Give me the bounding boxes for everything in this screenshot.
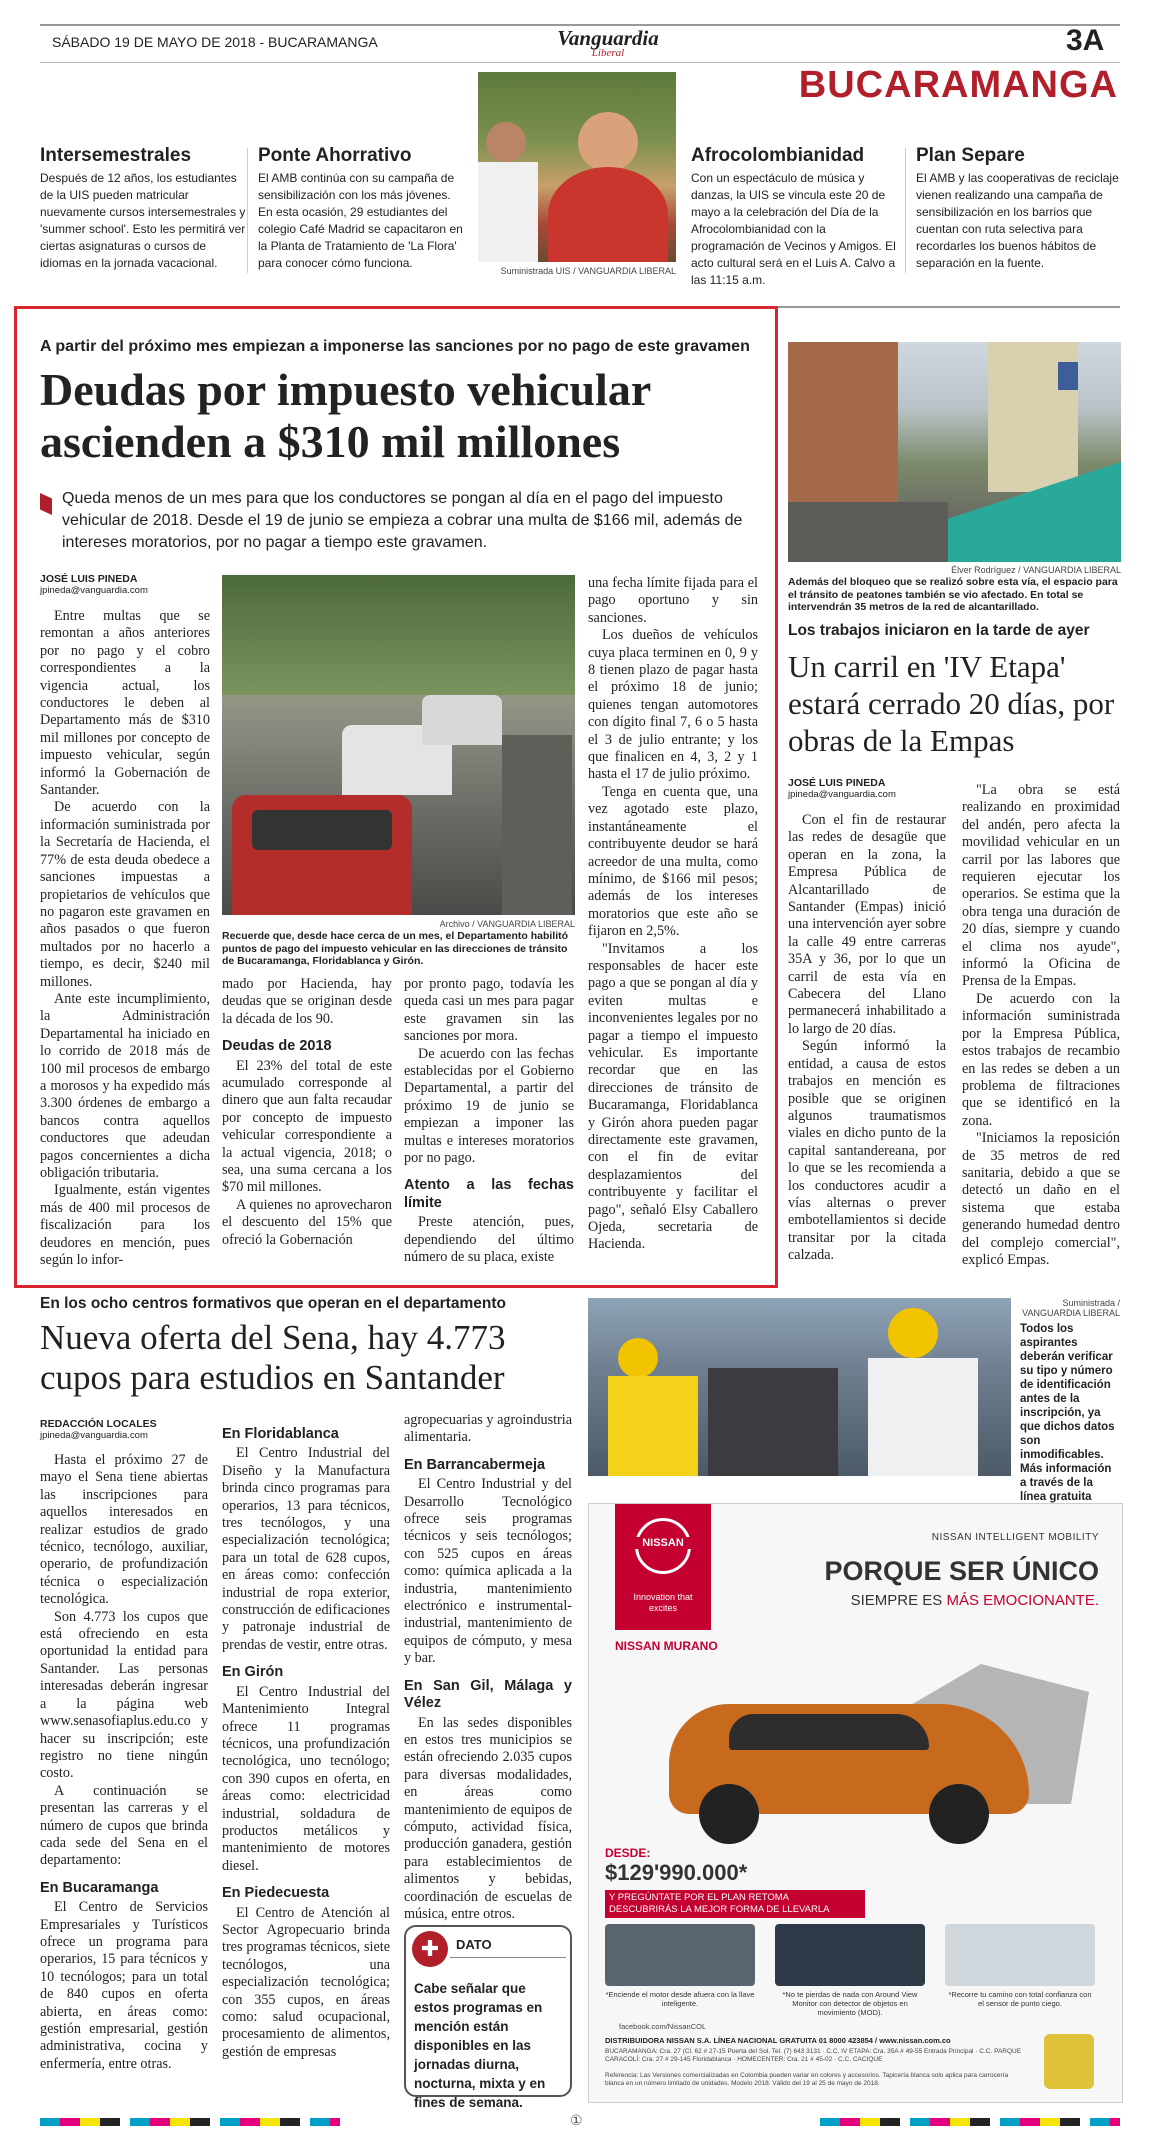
byline-name: JOSÉ LUIS PINEDA [40, 573, 138, 585]
byline-name: REDACCIÓN LOCALES [40, 1418, 157, 1430]
workshop-photo [588, 1298, 1011, 1476]
main-headline-line2: ascienden a $310 mil millones [40, 416, 621, 467]
color-bar-right [820, 2118, 1120, 2126]
dato-box [404, 1925, 572, 2110]
promo [605, 1890, 865, 1918]
nissan-ad [588, 1503, 1123, 2103]
subheading: En San Gil, Málaga y Vélez [404, 1677, 572, 1712]
paragraph: A quienes no aprovecharon el descuento del 15% que ofreció la Gobernación [222, 1196, 392, 1248]
brief [691, 145, 901, 289]
price-label: DESDE: [605, 1846, 651, 1860]
price-value: $129'990.000* [605, 1860, 748, 1885]
carril-col-2 [962, 782, 1120, 1269]
paragraph: Con el fin de restaurar las redes de desagüe que operan en la zona, la Empresa Pública de Alcantarillado de Santander (Empas) inició una intervención ayer sobre la calle 49 entre carreras 35A y 36, por lo que un carril de esta vía en Cabecera del Llano permanecerá inhabilitado a lo largo de 20 días. [788, 812, 946, 1037]
nissan-tagline: Innovation that excites [633, 1592, 693, 1613]
sena-kicker: En los ocho centros formativos que operan en el departamento [40, 1295, 506, 1312]
paragraph: El Centro Industrial y del Desarrollo Tecnológico ofrece seis programas técnicos y seis tecnólogos; con 525 cupos en áreas como: química aplicada a la industria, mantenimiento electrónico e instrumental-industrial, mantenimiento de equipos de cómputo, y mesa y bar. [404, 1476, 572, 1667]
paragraph: "Invitamos a los responsables de hacer este pago a que se pongan al día y eviten multas e inconvenientes legales por no pagar a tiempo el impuesto vehicular. Es importante recordar que en las direcciones de tránsito de Bucaramanga, Floridablanca y Girón ahora pueden pagar directamente este gravamen, con el fin de evitar desplazamientos del contribuyente y facilitar el pago", señaló Elsy Caballero Ojeda, secretaria de Hacienda. [588, 940, 758, 1253]
nissan-mobility: NISSAN INTELLIGENT MOBILITY [931, 1532, 1099, 1543]
paragraph: Tenga en cuenta que, una vez agotado este plazo, instantáneamente el contribuyente deudor se hará acreedor de una multa, como mínimo, de $166 mil pesos; además de los intereses moratorios que este año se fijaron en 2,5%. [588, 783, 758, 940]
nissan-model: NISSAN MURANO [615, 1639, 718, 1653]
feature-text: *No te pierdas de nada con Around View Monitor con detector de objetos en movimiento (MOD). [782, 1990, 918, 2017]
main-col-3 [404, 976, 574, 1267]
main-col-1 [40, 608, 210, 1269]
paragraph: De acuerdo con la información suministrada por la Empresa Pública, estos trabajos de recambio en las redes se deben a un problema de filtraciones que se identificó en la zona. [962, 990, 1120, 1129]
masthead-logo [548, 28, 668, 58]
byline-name: JOSÉ LUIS PINEDA [788, 777, 886, 789]
sena-col-2 [222, 1418, 390, 2061]
byline [40, 1418, 210, 1441]
paragraph: El Centro Industrial del Mantenimiento Integral ofrece 11 programas técnicos, una profundización tecnológica, uno tecnólogo; con 390 cupos en oferta, en áreas como: electricidad industrial, soldadura de productos metálicos y mantenimiento de motores diesel. [222, 1683, 390, 1874]
photo-credit: Suministrada UIS / VANGUARDIA LIBERAL [500, 266, 676, 276]
feature-images [605, 1924, 1105, 1994]
sena-headline-line2: cupos para estudios en Santander [40, 1358, 505, 1397]
paragraph: Según informó la entidad, a causa de estos trabajos en mención es posible que se originen algunos traumatismos viales en dicho punto de la capital santandereana, por lo que se les recomienda a los conductores acudir a vías alternas o prever embotellamientos si decide transitar por la citada calzada. [788, 1038, 946, 1264]
photo-caption: Además del bloqueo que se realizó sobre esta vía, el espacio para el tránsito de peatones también se vio afectado. En total se intervendrán 35 metros de la red de alcantarillado. [788, 576, 1118, 613]
dato-text: Cabe señalar que estos programas en mención están disponibles en las jornadas diurna, nocturna, mixta y en fines de semana. [414, 1981, 546, 2110]
brief-text: Con un espectáculo de música y danzas, la UIS se vincula este 20 de mayo a la celebración del Día de la Afrocolombianidad con la programación de Vecinos y Amigos. El acto cultural será en el Luis A. Calvo a las 11:15 a.m. [691, 171, 896, 287]
brief-text: El AMB y las cooperativas de reciclaje vienen realizando una campaña de sensibilización en los barrios que cuentan con ruta selectiva para recordarles los buenos hábitos de separación en la fuente. [916, 171, 1119, 270]
main-headline-line1: Deudas por impuesto vehicular [40, 364, 652, 415]
subheading: En Piedecuesta [222, 1885, 330, 1902]
safety-seal [1044, 2034, 1094, 2089]
subheading: En Floridablanca [222, 1426, 339, 1442]
subheading: En Bucaramanga [40, 1879, 159, 1896]
section-title: BUCARAMANGA [798, 64, 1118, 106]
subheading: En Girón [222, 1664, 284, 1681]
nissan-brand: NISSAN [615, 1537, 711, 1549]
dato-icon: ✚ [412, 1931, 448, 1967]
brief-title: Plan Separe [916, 145, 1025, 166]
paragraph: "Iniciamos la reposición de 35 metros de red sanitaria, debido a que se detectó un daño en el sistema que estaba generando humedad dentro del complejo comercial", explicó Empas. [962, 1130, 1120, 1268]
paragraph: Entre multas que se remontan a años anteriores por no pago y el cobro correspondientes a la vigencia actual, los conductores le deben al Departamento más de $310 mil millones por concepto de impuesto vehicular, según informó la Gobernación de Santander. [40, 608, 210, 799]
promo-line2: DESCUBRIRÁS LA MEJOR FORMA DE LLEVARLA [609, 1904, 830, 1915]
subheading: Deudas de 2018 [222, 1038, 332, 1055]
paragraph: De acuerdo con las fechas establecidas por el Gobierno Departamental, a partir del próximo 19 de junio se empiezan a imponer las multas e intereses moratorios por no pago. [404, 1045, 574, 1167]
paragraph: Igualmente, están vigentes más de 400 mil procesos de fiscalización para los deudores en mención, pues según lo infor- [40, 1182, 210, 1269]
social-link: facebook.com/NissanCOL [619, 2022, 707, 2031]
paragraph: El 23% del total de este acumulado corresponde al dinero que aun falta recaudar por concepto de impuesto vehicular correspondiente a la actual vigencia, 2018; o sea, una suma cercana a los $70 mil millones. [222, 1057, 392, 1196]
photo-caption: Recuerde que, desde hace cerca de un mes, el Departamento habilitó puntos de pago del impuesto vehicular en las direcciones de tránsito de Bucaramanga, Floridablanca y Girón. [222, 930, 569, 967]
main-headline [40, 364, 780, 468]
sena-col-3 [404, 1412, 572, 1923]
paragraph: Ante este incumplimiento, la Administración Departamental ha iniciado en lo corrido de 2018 más de 100 mil procesos de embargo a morosos y ha expedido más 3.300 órdenes de embargo a bancos contra aquellos conductores que adeudan pagos concernientes a dicha obligación tributaria. [40, 990, 210, 1181]
road-works-photo [788, 342, 1121, 562]
brief-text: Después de 12 años, los estudiantes de la UIS pueden matricular nuevamente cursos intersemestrales y 'summer school'. Esto les permitirá ver ciertas asignaturas o cursos de idiomas en la jornada vacacional. [40, 171, 246, 270]
main-kicker: A partir del próximo mes empiezan a imponerse las sanciones por no pago de este gravamen [40, 338, 750, 355]
page-folio: ① [570, 2112, 583, 2128]
murano-car [649, 1664, 1089, 1834]
color-bar-left [40, 2118, 340, 2126]
brief [40, 145, 250, 272]
sena-headline-line1: Nueva oferta del Sena, hay 4.773 [40, 1318, 506, 1357]
traffic-photo [222, 575, 575, 915]
paragraph: Son 4.773 los cupos que está ofreciendo en esta oportunidad la entidad para Santander. Las personas interesadas deberán ingresar a la página web www.senasofiaplus.edu.co y hacer su inscripción; este registro no tiene ningún costo. [40, 1608, 208, 1782]
main-col-4 [588, 575, 758, 1254]
paragraph: Los dueños de vehículos cuya placa terminen en 0, 9 y 8 tienen plazo de pagar hasta el próximo 18 de junio; quienes tengan automotores con dígito final 7, 6 o 5 hasta el 3 de julio entrante; y los que finalicen en 4, 3, 2 y 1 hasta el 17 de julio próximo. [588, 627, 758, 783]
masthead-logo-name: Vanguardia [557, 26, 659, 50]
brief-text: El AMB continúa con su campaña de sensibilización con los más jóvenes. En esta ocasión, 29 estudiantes del colegio Café Madrid se capacitaron en la Planta de Tratamiento de 'La Flora' para conocer cómo funciona. [258, 171, 463, 270]
paragraph: Hasta el próximo 27 de mayo el Sena tiene abiertas las inscripciones para aquellos interesados en realizar estudios de grado técnico, tecnólogo, auxiliar, operario, de profundización técnica o especialización tecnológica. [40, 1452, 208, 1608]
nissan-slogan-2 [739, 1592, 1099, 1609]
brief [916, 145, 1121, 272]
brief-title: Ponte Ahorrativo [258, 145, 412, 166]
paragraph: De acuerdo con la información suministrada por la Secretaría de Hacienda, el 77% de esta deuda obedece a sanciones impuestas a propietarios de vehículos que no pagaron este gravamen en años pasados o que fueron multados por no hacerlo a tiempo, es decir, $240 mil millones. [40, 799, 210, 990]
byline-email: jpineda@vanguardia.com [40, 1430, 148, 1441]
main-col-2 [222, 976, 392, 1249]
byline-email: jpineda@vanguardia.com [40, 585, 148, 596]
paragraph: Preste atención, pues, dependiendo del último número de su placa, existe [404, 1214, 574, 1266]
sena-headline [40, 1318, 600, 1398]
side-caption: Todos los aspirantes deberán verificar su tipo y número de identificación antes de la inscripción, ya que dichos datos son inmodificables. Más información a través de la línea gratuita [1020, 1323, 1115, 1503]
byline [788, 777, 948, 800]
feature-text: *Enciende el motor desde afuera con la llave inteligente. [605, 1990, 755, 2008]
paragraph: El Centro Industrial del Diseño y la Manufactura brinda cinco programas para operarios, 13 para técnicos, tres tecnólogos, y una especialización tecnológica; para un total de 628 cupos, en áreas como: confección industrial de ropa exterior, construcción de edificaciones y patronaje industrial de prendas de vestir, entre otras. [222, 1445, 390, 1653]
paragraph: por pronto pago, todavía les queda casi un mes para pagar este gravamen sin las sanciones por mora. [404, 976, 574, 1045]
photo-credit: Suministrada / VANGUARDIA LIBERAL [1022, 1298, 1120, 1318]
legal: Referencia: Las Versiones comercializadas en Colombia pueden variar en colores y accesorios. Tapicería blanca solo aplica para carrocería blanca en un número limitado de unidades. Modelo 2018. Válido del 19 al 25 de mayo de 2018. [605, 2072, 1009, 2087]
paragraph: "La obra se está realizando en proximidad del andén, pero afecta la movilidad vehicular en un carril por las labores que requieren ejecutar los operarios. Se estima que la obra tenga una duración de 20 días, siempre y cuando el clima nos ayude", informó la Oficina de Prensa de la Empas. [962, 782, 1120, 990]
nissan-slogan-1: PORQUE SER ÚNICO [824, 1556, 1099, 1586]
paragraph: En las sedes disponibles en estos tres municipios se están ofreciendo 2.035 cupos para diversas modalidades, en áreas como mantenimiento de equipos de cómputo, actividad física, producción ganadera, gestión para establecimientos de alimentos y bebidas, coordinación de escuelas de música, entre otros. [404, 1714, 572, 1922]
brief-title: Afrocolombianidad [691, 145, 865, 166]
sena-col-1 [40, 1452, 208, 2073]
distributor: DISTRIBUIDORA NISSAN S.A. LÍNEA NACIONAL GRATUITA 01 8000 423854 / www.nissan.com.co [605, 2036, 951, 2045]
byline-email: jpineda@vanguardia.com [788, 789, 896, 800]
paragraph: El Centro de Servicios Empresariales y Turísticos ofrece un programa para operarios, 15 para técnicos y 10 tecnólogos; para un total de 840 cupos en oferta abierta, en áreas como: gestión empresarial, gestión administrativa, cocina y enfermería, entre otras. [40, 1899, 208, 2072]
dealers: BUCARAMANGA: Cra. 27 (Cl. 62 # 27-15 Puerta del Sol. Tel. (7) 643 3131 · C.C. IV ETAPA: Cra. 35A # 49-55 Entrada Principal · C.C. PARQUE CARACOLÍ: Cra. 27 # 29-145 Floridablanca · HOMECENTER: Cra. 21 # 45-02 · C.C. CACIQUE [605, 2048, 1022, 2063]
photo-credit: Archivo / VANGUARDIA LIBERAL [439, 919, 575, 929]
brief [258, 145, 468, 272]
paragraph: A continuación se presentan las carreras y el número de cupos que brinda cada sede del Sena en el departamento: [40, 1782, 208, 1869]
promo-line1: Y PREGÚNTATE POR EL PLAN RETOMA [609, 1892, 790, 1903]
photo-credit: Élver Rodríguez / VANGUARDIA LIBERAL [951, 565, 1121, 575]
main-lead: Queda menos de un mes para que los conductores se pongan al día en el pago del impuesto vehicular de 2018. Desde el 19 de junio se empieza a cobrar una multa de $166 mil, además de intereses moratorios, por no pagar a tiempo este gravamen. [62, 490, 743, 551]
subheading: En Barrancabermeja [404, 1456, 546, 1473]
brief-title: Intersemestrales [40, 145, 192, 166]
nissan-logo-box [615, 1504, 711, 1630]
nissan-slogan-2b: MÁS EMOCIONANTE. [946, 1592, 1099, 1609]
byline [40, 573, 210, 596]
page-number: 3A [1066, 24, 1105, 57]
carril-headline: Un carril en 'IV Etapa' estará cerrado 20 días, por obras de la Empas [788, 649, 1115, 758]
paragraph: una fecha límite fijada para el pago oportuno y sin sanciones. [588, 575, 758, 626]
paragraph: El Centro de Atención al Sector Agropecuario brinda tres programas técnicos, siete tecnólogos, una especialización tecnológica; con 355 cupos, en áreas como: salud ocupacional, procesamiento de alimentos, gestión de empresas [222, 1904, 390, 2060]
masthead-logo-sub: Liberal [591, 47, 625, 59]
carril-col-1 [788, 812, 946, 1265]
paragraph: agropecuarias y agroindustria alimentaria. [404, 1412, 572, 1446]
masthead [40, 24, 1120, 64]
nissan-slogan-2a: SIEMPRE ES [850, 1592, 947, 1609]
masthead-date: SÁBADO 19 DE MAYO DE 2018 - BUCARAMANGA [52, 34, 378, 50]
paragraph: mado por Hacienda, hay deudas que se originan desde la década de los 90. [222, 976, 392, 1027]
carril-kicker: Los trabajos iniciaron en la tarde de ayer [788, 622, 1090, 639]
dato-label: DATO [456, 1937, 492, 1952]
feature-text: *Recorre tu camino con total confianza con el sensor de punto ciego. [948, 1990, 1092, 2008]
subheading: Atento a las fechas límite [404, 1177, 574, 1211]
dance-photo [478, 72, 676, 262]
